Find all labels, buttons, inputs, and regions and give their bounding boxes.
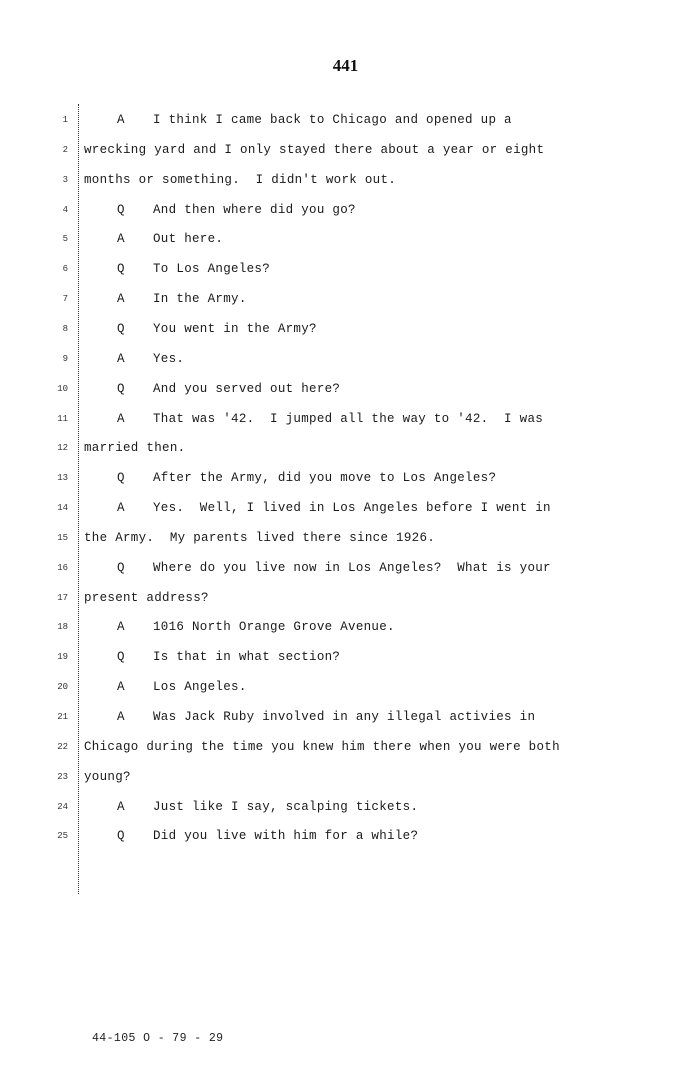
line-number: 15 [57,532,68,543]
line-number: 11 [57,413,68,424]
line-number: 18 [57,622,68,633]
line-number: 16 [57,562,68,573]
transcript-line [84,173,396,187]
transcript-line [84,770,131,784]
line-text: Yes. [153,351,185,366]
line-text: Was Jack Ruby involved in any illegal activies in [153,710,536,724]
transcript-line [117,292,247,306]
line-number: 2 [62,144,68,155]
transcript-line [117,322,317,336]
transcript-line [117,352,184,366]
margin-rule [78,104,79,894]
line-text: That was '42. I jumped all the way to '42. I was [153,411,544,426]
line-number: 8 [62,323,68,334]
line-number: 12 [57,443,68,454]
transcript-line [117,561,551,575]
line-text: Just like I say, scalping tickets. [153,799,419,814]
transcript-line [117,382,340,396]
line-number: 19 [57,652,68,663]
speaker-label: A [117,620,125,635]
line-number: 21 [57,712,68,722]
line-text: Out here. [153,232,224,247]
transcript-line [117,262,270,276]
line-text: Where do you live now in Los Angeles? What is your [153,560,551,575]
speaker-label: Q [117,321,125,336]
transcript-line [84,441,185,455]
speaker-label: A [117,501,125,516]
line-number: 23 [57,771,68,782]
line-number: 22 [57,741,68,752]
line-number: 10 [57,383,68,394]
speaker-label: Q [117,381,125,396]
speaker-label: Q [117,262,125,277]
line-number: 7 [62,294,68,305]
line-text: wrecking yard and I only stayed there about a year or eight [84,142,545,157]
transcript-line [117,412,543,426]
line-text: And then where did you go? [153,202,356,217]
footer-code: 44-105 O - 79 - 29 [92,1032,224,1045]
transcript-line [117,501,551,515]
speaker-label: A [117,710,125,724]
page-number: 441 [332,56,359,75]
line-text: Chicago during the time you knew him there when you were both [84,739,560,754]
line-text: young? [84,769,131,784]
line-number: 25 [57,831,68,842]
line-text: In the Army. [153,292,247,307]
transcript-line [117,620,395,634]
line-number: 20 [57,682,68,693]
transcript-line [117,829,418,843]
line-number: 5 [62,234,68,245]
line-number: 6 [62,264,68,275]
line-text: Is that in what section? [153,650,341,665]
line-number: 4 [62,204,68,215]
transcript-line [117,710,535,724]
line-text: married then. [84,441,186,456]
line-text: Los Angeles. [153,680,247,695]
transcript-line [84,591,209,605]
transcript-line [84,143,544,157]
line-text: the Army. My parents lived there since 1926. [84,530,436,545]
transcript-line [117,650,340,664]
line-text: Did you live with him for a while? [153,829,419,844]
line-number: 17 [57,592,68,603]
transcript-line [117,113,512,127]
line-text: To Los Angeles? [153,262,271,277]
line-number: 24 [57,801,68,812]
line-text: months or something. I didn't work out. [84,172,397,187]
speaker-label: Q [117,829,125,844]
line-number: 13 [57,473,68,484]
transcript-line [117,471,496,485]
line-text: And you served out here? [153,381,341,396]
speaker-label: A [117,113,125,127]
speaker-label: Q [117,560,125,575]
transcript-line [84,740,560,754]
line-text: Yes. Well, I lived in Los Angeles before I went in [153,501,551,516]
speaker-label: A [117,799,125,814]
transcript-line [84,531,435,545]
line-number: 9 [62,353,68,364]
speaker-label: A [117,680,125,695]
line-number: 1 [62,115,68,125]
speaker-label: A [117,351,125,366]
line-text: present address? [84,590,209,605]
transcript-line [117,680,247,694]
transcript-line [117,232,223,246]
transcript-line [117,203,356,217]
line-number: 14 [57,503,68,514]
line-text: 1016 North Orange Grove Avenue. [153,620,395,635]
speaker-label: A [117,232,125,247]
speaker-label: A [117,292,125,307]
line-text: After the Army, did you move to Los Angeles? [153,471,497,486]
speaker-label: A [117,411,125,426]
line-text: I think I came back to Chicago and opened up a [153,113,512,127]
speaker-label: Q [117,202,125,217]
speaker-label: Q [117,650,125,665]
transcript-line [117,800,418,814]
line-text: You went in the Army? [153,321,317,336]
speaker-label: Q [117,471,125,486]
line-number: 3 [62,174,68,185]
